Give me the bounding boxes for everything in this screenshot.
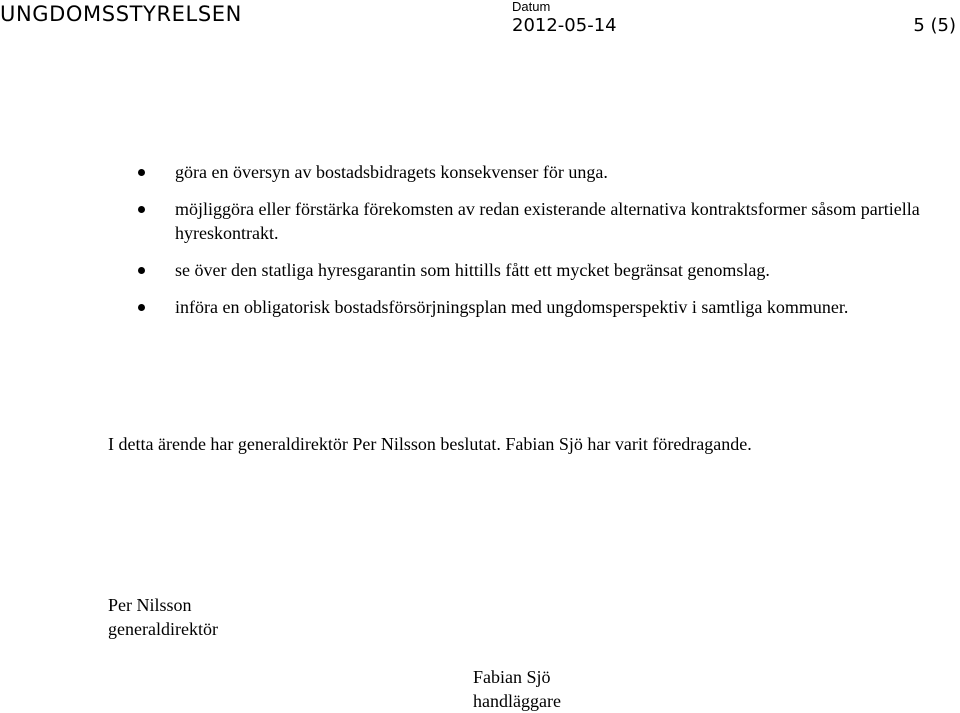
signatory-title: handläggare xyxy=(473,691,561,711)
bullet-icon xyxy=(138,206,145,213)
list-item xyxy=(138,295,938,319)
list-item xyxy=(138,160,938,184)
recommendation-list xyxy=(138,160,938,319)
signatory-name: Fabian Sjö xyxy=(473,667,551,687)
list-item-text: göra en översyn av bostadsbidragets konsekvenser för unga. xyxy=(175,162,608,182)
date-label: Datum xyxy=(512,0,551,14)
bullet-icon xyxy=(138,304,145,311)
list-item-text: införa en obligatorisk bostadsförsörjningsplan med ungdomsperspektiv i samtliga kommuner. xyxy=(175,297,849,317)
date-value: 2012-05-14 xyxy=(512,15,617,36)
page-number: 5 (5) xyxy=(913,15,956,36)
bullet-icon xyxy=(138,267,145,274)
signature-block-director xyxy=(108,593,218,641)
list-item xyxy=(138,258,938,282)
signature-block-officer xyxy=(473,665,561,713)
list-item xyxy=(138,197,938,245)
organization-name: UNGDOMSSTYRELSEN xyxy=(0,2,242,26)
decision-statement: I detta ärende har generaldirektör Per Nilsson beslutat. Fabian Sjö har varit föredragande. xyxy=(108,434,752,454)
signatory-title: generaldirektör xyxy=(108,619,218,639)
list-item-text: möjliggöra eller förstärka förekomsten av redan existerande alternativa kontraktsformer såsom partiella hyreskontrakt. xyxy=(175,199,920,243)
signatory-name: Per Nilsson xyxy=(108,595,192,615)
bullet-icon xyxy=(138,169,145,176)
list-item-text: se över den statliga hyresgarantin som hittills fått ett mycket begränsat genomslag. xyxy=(175,260,770,280)
